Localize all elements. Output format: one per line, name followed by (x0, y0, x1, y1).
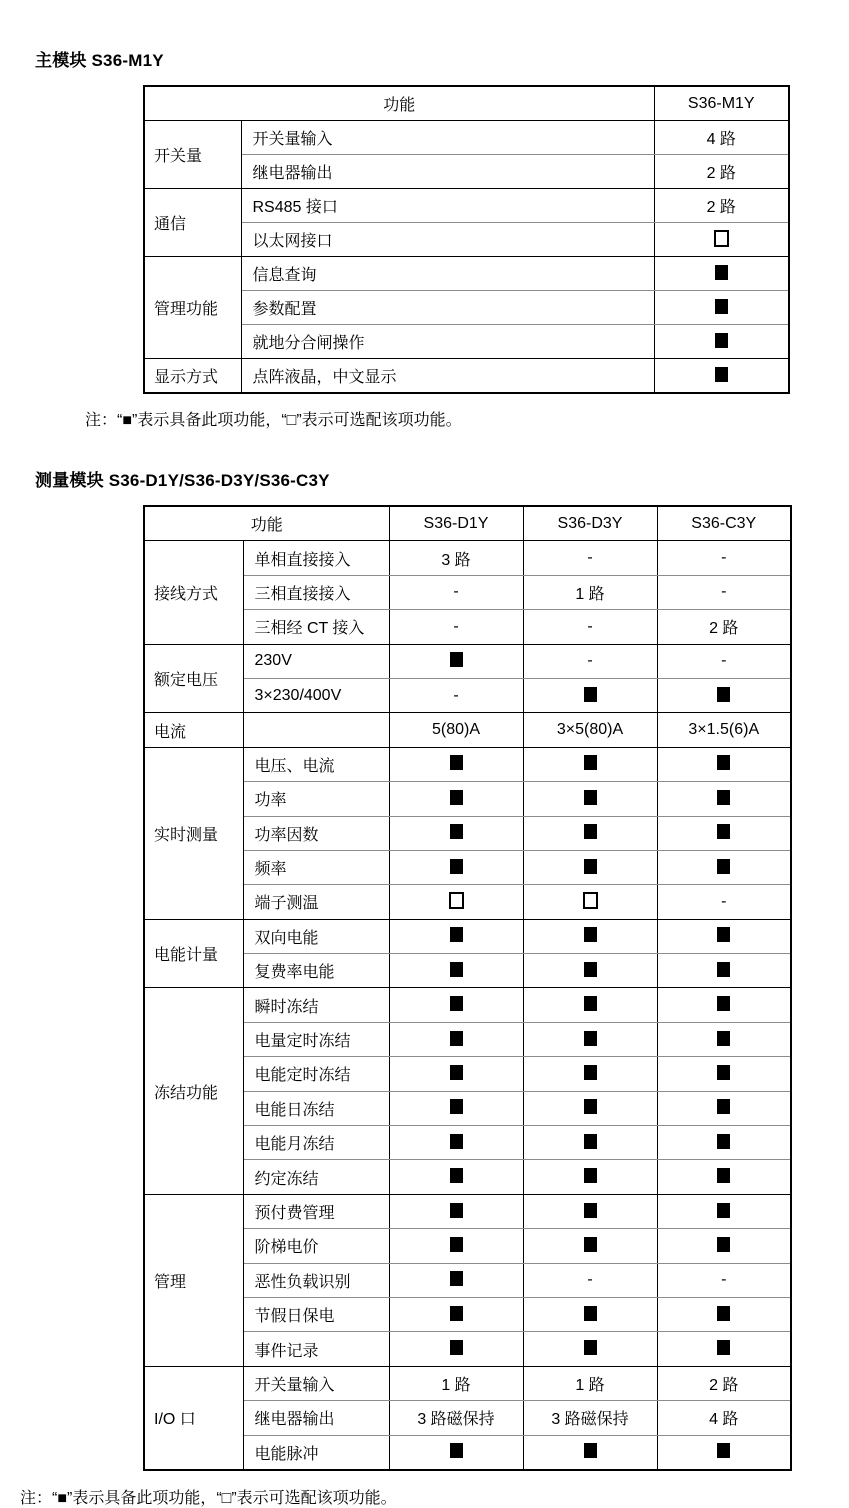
feature-cell: 230V (243, 644, 389, 678)
value-cell (657, 850, 791, 884)
filled-square-icon (717, 859, 730, 874)
value-cell (657, 678, 791, 712)
value-cell (654, 291, 789, 325)
filled-square-icon (584, 1203, 597, 1218)
value-cell (657, 1022, 791, 1056)
table-row (144, 257, 789, 291)
value-cell: 4 路 (654, 121, 789, 155)
table-row (144, 291, 789, 325)
filled-square-icon (450, 1443, 463, 1458)
feature-cell: 复费率电能 (243, 954, 389, 988)
filled-square-icon (584, 790, 597, 805)
value-cell: - (657, 575, 791, 609)
filled-square-icon (717, 687, 730, 702)
filled-square-icon (584, 755, 597, 770)
value-cell: 3 路磁保持 (389, 1401, 523, 1435)
value-cell: - (389, 678, 523, 712)
feature-cell: 继电器输出 (243, 1401, 389, 1435)
category-cell: 开关量 (144, 121, 241, 189)
filled-square-icon (584, 824, 597, 839)
table-row (144, 541, 791, 575)
value-cell: - (523, 610, 657, 644)
value-cell (523, 1022, 657, 1056)
value-cell (389, 1091, 523, 1125)
filled-square-icon (450, 1306, 463, 1321)
value-cell: 2 路 (654, 189, 789, 223)
value-cell: - (523, 541, 657, 575)
filled-square-icon (717, 1099, 730, 1114)
filled-square-icon (584, 996, 597, 1011)
value-cell (389, 1263, 523, 1297)
feature-cell: 约定冻结 (243, 1160, 389, 1194)
filled-square-icon (584, 1031, 597, 1046)
feature-cell: 就地分合闸操作 (241, 325, 654, 359)
filled-square-icon (717, 1237, 730, 1252)
table-row (144, 988, 791, 1022)
value-cell (389, 954, 523, 988)
filled-square-icon (584, 927, 597, 942)
value-cell (389, 919, 523, 953)
filled-square-icon (450, 1168, 463, 1183)
category-cell: 冻结功能 (144, 988, 243, 1194)
feature-cell: 单相直接接入 (243, 541, 389, 575)
table-row (144, 223, 789, 257)
feature-cell: 双向电能 (243, 919, 389, 953)
value-cell (657, 816, 791, 850)
value-cell (389, 1057, 523, 1091)
feature-cell: 点阵液晶，中文显示 (241, 359, 654, 394)
category-cell: 实时测量 (144, 747, 243, 919)
filled-square-icon (450, 824, 463, 839)
value-cell (523, 1091, 657, 1125)
value-cell (657, 1057, 791, 1091)
filled-square-icon (450, 1271, 463, 1286)
filled-square-icon (450, 962, 463, 977)
value-cell (523, 1332, 657, 1366)
filled-square-icon (450, 996, 463, 1011)
value-cell (657, 1435, 791, 1470)
value-cell (523, 678, 657, 712)
filled-square-icon (717, 996, 730, 1011)
value-cell (389, 1126, 523, 1160)
filled-square-icon (450, 1203, 463, 1218)
value-cell: - (657, 541, 791, 575)
filled-square-icon (717, 1340, 730, 1355)
note-measure-module: 注：“■”表示具备此项功能，“□”表示可选配该项功能。 (20, 1489, 397, 1507)
value-cell (389, 782, 523, 816)
table-row (144, 155, 789, 189)
value-cell: 2 路 (654, 155, 789, 189)
value-cell (389, 1297, 523, 1331)
filled-square-icon (584, 859, 597, 874)
measure-module-table-wrapper (143, 505, 819, 1471)
value-cell (657, 1160, 791, 1194)
main-module-table-wrapper (143, 85, 819, 394)
feature-cell: 阶梯电价 (243, 1229, 389, 1263)
optional-square-icon (583, 892, 598, 909)
value-cell (657, 1194, 791, 1228)
optional-square-icon (449, 892, 464, 909)
feature-cell: 信息查询 (241, 257, 654, 291)
value-cell (654, 359, 789, 394)
table-row (144, 747, 791, 781)
table-row (144, 359, 789, 394)
value-cell (654, 325, 789, 359)
filled-square-icon (717, 1443, 730, 1458)
filled-square-icon (584, 1340, 597, 1355)
value-cell: 3 路 (389, 541, 523, 575)
filled-square-icon (450, 790, 463, 805)
value-cell (523, 988, 657, 1022)
feature-cell: 功率 (243, 782, 389, 816)
value-cell: 3×1.5(6)A (657, 713, 791, 747)
category-cell: 接线方式 (144, 541, 243, 644)
section-title-measure-module: 测量模块 S36-D1Y/S36-D3Y/S36-C3Y (35, 471, 330, 490)
feature-cell: 以太网接口 (241, 223, 654, 257)
value-cell (389, 885, 523, 919)
feature-cell: 参数配置 (241, 291, 654, 325)
filled-square-icon (717, 1306, 730, 1321)
feature-cell: 电压、电流 (243, 747, 389, 781)
table-row (144, 189, 789, 223)
category-cell: 显示方式 (144, 359, 241, 394)
value-cell (389, 1332, 523, 1366)
filled-square-icon (717, 824, 730, 839)
filled-square-icon (584, 1237, 597, 1252)
feature-cell: 预付费管理 (243, 1194, 389, 1228)
filled-square-icon (450, 1340, 463, 1355)
category-cell: 额定电压 (144, 644, 243, 713)
value-cell (657, 747, 791, 781)
filled-square-icon (450, 1065, 463, 1080)
note-main-module: 注：“■”表示具备此项功能，“□”表示可选配该项功能。 (85, 412, 462, 429)
feature-cell: 瞬时冻结 (243, 988, 389, 1022)
value-cell (523, 919, 657, 953)
value-cell (389, 1229, 523, 1263)
section-title-main-module: 主模块 S36-M1Y (35, 51, 164, 70)
value-cell (389, 850, 523, 884)
feature-cell: 电量定时冻结 (243, 1022, 389, 1056)
filled-square-icon (450, 1099, 463, 1114)
filled-square-icon (717, 1203, 730, 1218)
filled-square-icon (717, 1168, 730, 1183)
filled-square-icon (584, 962, 597, 977)
filled-square-icon (584, 1306, 597, 1321)
value-cell (523, 1229, 657, 1263)
value-cell: - (657, 644, 791, 678)
table-header-row (144, 506, 791, 541)
feature-cell: 电能脉冲 (243, 1435, 389, 1470)
table-row (144, 713, 791, 747)
value-cell: 1 路 (523, 1366, 657, 1400)
feature-cell: 端子测温 (243, 885, 389, 919)
filled-square-icon (584, 1168, 597, 1183)
feature-cell: 电能定时冻结 (243, 1057, 389, 1091)
value-cell: 1 路 (523, 575, 657, 609)
measure-module-feature-table (143, 505, 792, 1471)
value-cell (654, 257, 789, 291)
filled-square-icon (717, 755, 730, 770)
value-cell (523, 885, 657, 919)
feature-cell: 功率因数 (243, 816, 389, 850)
value-cell (389, 1160, 523, 1194)
feature-cell: 三相经 CT 接入 (243, 610, 389, 644)
value-cell: 3×5(80)A (523, 713, 657, 747)
value-cell (389, 644, 523, 678)
value-cell (523, 782, 657, 816)
filled-square-icon (715, 265, 728, 280)
feature-cell: 事件记录 (243, 1332, 389, 1366)
value-cell (389, 1435, 523, 1470)
filled-square-icon (715, 299, 728, 314)
value-cell (657, 782, 791, 816)
table-row (144, 919, 791, 953)
filled-square-icon (450, 859, 463, 874)
value-cell (389, 1022, 523, 1056)
feature-cell: 节假日保电 (243, 1297, 389, 1331)
filled-square-icon (715, 333, 728, 348)
category-cell: 管理 (144, 1194, 243, 1366)
value-cell (389, 988, 523, 1022)
filled-square-icon (717, 927, 730, 942)
value-cell (523, 1057, 657, 1091)
filled-square-icon (717, 962, 730, 977)
filled-square-icon (717, 1031, 730, 1046)
value-cell: 4 路 (657, 1401, 791, 1435)
filled-square-icon (715, 367, 728, 382)
value-cell (523, 1126, 657, 1160)
value-cell: - (523, 644, 657, 678)
optional-square-icon (714, 230, 729, 247)
value-cell (657, 1297, 791, 1331)
filled-square-icon (717, 790, 730, 805)
category-cell: 电能计量 (144, 919, 243, 988)
value-cell (523, 816, 657, 850)
table-row (144, 1366, 791, 1400)
feature-cell: 恶性负载识别 (243, 1263, 389, 1297)
feature-cell: RS485 接口 (241, 189, 654, 223)
value-cell (389, 816, 523, 850)
value-cell (657, 919, 791, 953)
filled-square-icon (584, 1065, 597, 1080)
value-cell: 1 路 (389, 1366, 523, 1400)
value-cell: 5(80)A (389, 713, 523, 747)
value-cell (523, 1194, 657, 1228)
table-header-cell: S36-D3Y (523, 506, 657, 541)
value-cell (389, 747, 523, 781)
feature-cell: 开关量输入 (241, 121, 654, 155)
feature-cell (243, 713, 389, 747)
filled-square-icon (450, 1237, 463, 1252)
value-cell (657, 954, 791, 988)
filled-square-icon (450, 1134, 463, 1149)
filled-square-icon (450, 927, 463, 942)
category-cell: I/O 口 (144, 1366, 243, 1470)
table-row (144, 121, 789, 155)
value-cell (657, 1332, 791, 1366)
table-header-cell: S36-D1Y (389, 506, 523, 541)
table-row (144, 644, 791, 678)
value-cell: 3 路磁保持 (523, 1401, 657, 1435)
filled-square-icon (450, 1031, 463, 1046)
value-cell: 2 路 (657, 610, 791, 644)
table-header-cell: 功能 (144, 86, 654, 121)
value-cell: - (389, 575, 523, 609)
value-cell (523, 850, 657, 884)
value-cell (523, 1160, 657, 1194)
filled-square-icon (584, 687, 597, 702)
table-header-row (144, 86, 789, 121)
filled-square-icon (584, 1099, 597, 1114)
table-header-cell: S36-C3Y (657, 506, 791, 541)
value-cell: 2 路 (657, 1366, 791, 1400)
feature-cell: 3×230/400V (243, 678, 389, 712)
table-row (144, 1194, 791, 1228)
category-cell: 通信 (144, 189, 241, 257)
feature-cell: 电能月冻结 (243, 1126, 389, 1160)
value-cell (657, 1091, 791, 1125)
value-cell: - (389, 610, 523, 644)
feature-cell: 频率 (243, 850, 389, 884)
category-cell: 管理功能 (144, 257, 241, 359)
value-cell (657, 1229, 791, 1263)
filled-square-icon (450, 652, 463, 667)
value-cell (654, 223, 789, 257)
filled-square-icon (717, 1065, 730, 1080)
feature-cell: 三相直接接入 (243, 575, 389, 609)
main-module-feature-table (143, 85, 790, 394)
value-cell: - (523, 1263, 657, 1297)
table-header-cell: S36-M1Y (654, 86, 789, 121)
filled-square-icon (717, 1134, 730, 1149)
value-cell (523, 1297, 657, 1331)
feature-cell: 电能日冻结 (243, 1091, 389, 1125)
value-cell (523, 747, 657, 781)
table-row (144, 325, 789, 359)
value-cell (523, 1435, 657, 1470)
value-cell (657, 988, 791, 1022)
filled-square-icon (584, 1443, 597, 1458)
feature-cell: 继电器输出 (241, 155, 654, 189)
category-cell: 电流 (144, 713, 243, 747)
value-cell (523, 954, 657, 988)
table-header-cell: 功能 (144, 506, 389, 541)
filled-square-icon (584, 1134, 597, 1149)
value-cell (657, 1126, 791, 1160)
feature-cell: 开关量输入 (243, 1366, 389, 1400)
value-cell (389, 1194, 523, 1228)
value-cell: - (657, 885, 791, 919)
value-cell: - (657, 1263, 791, 1297)
filled-square-icon (450, 755, 463, 770)
